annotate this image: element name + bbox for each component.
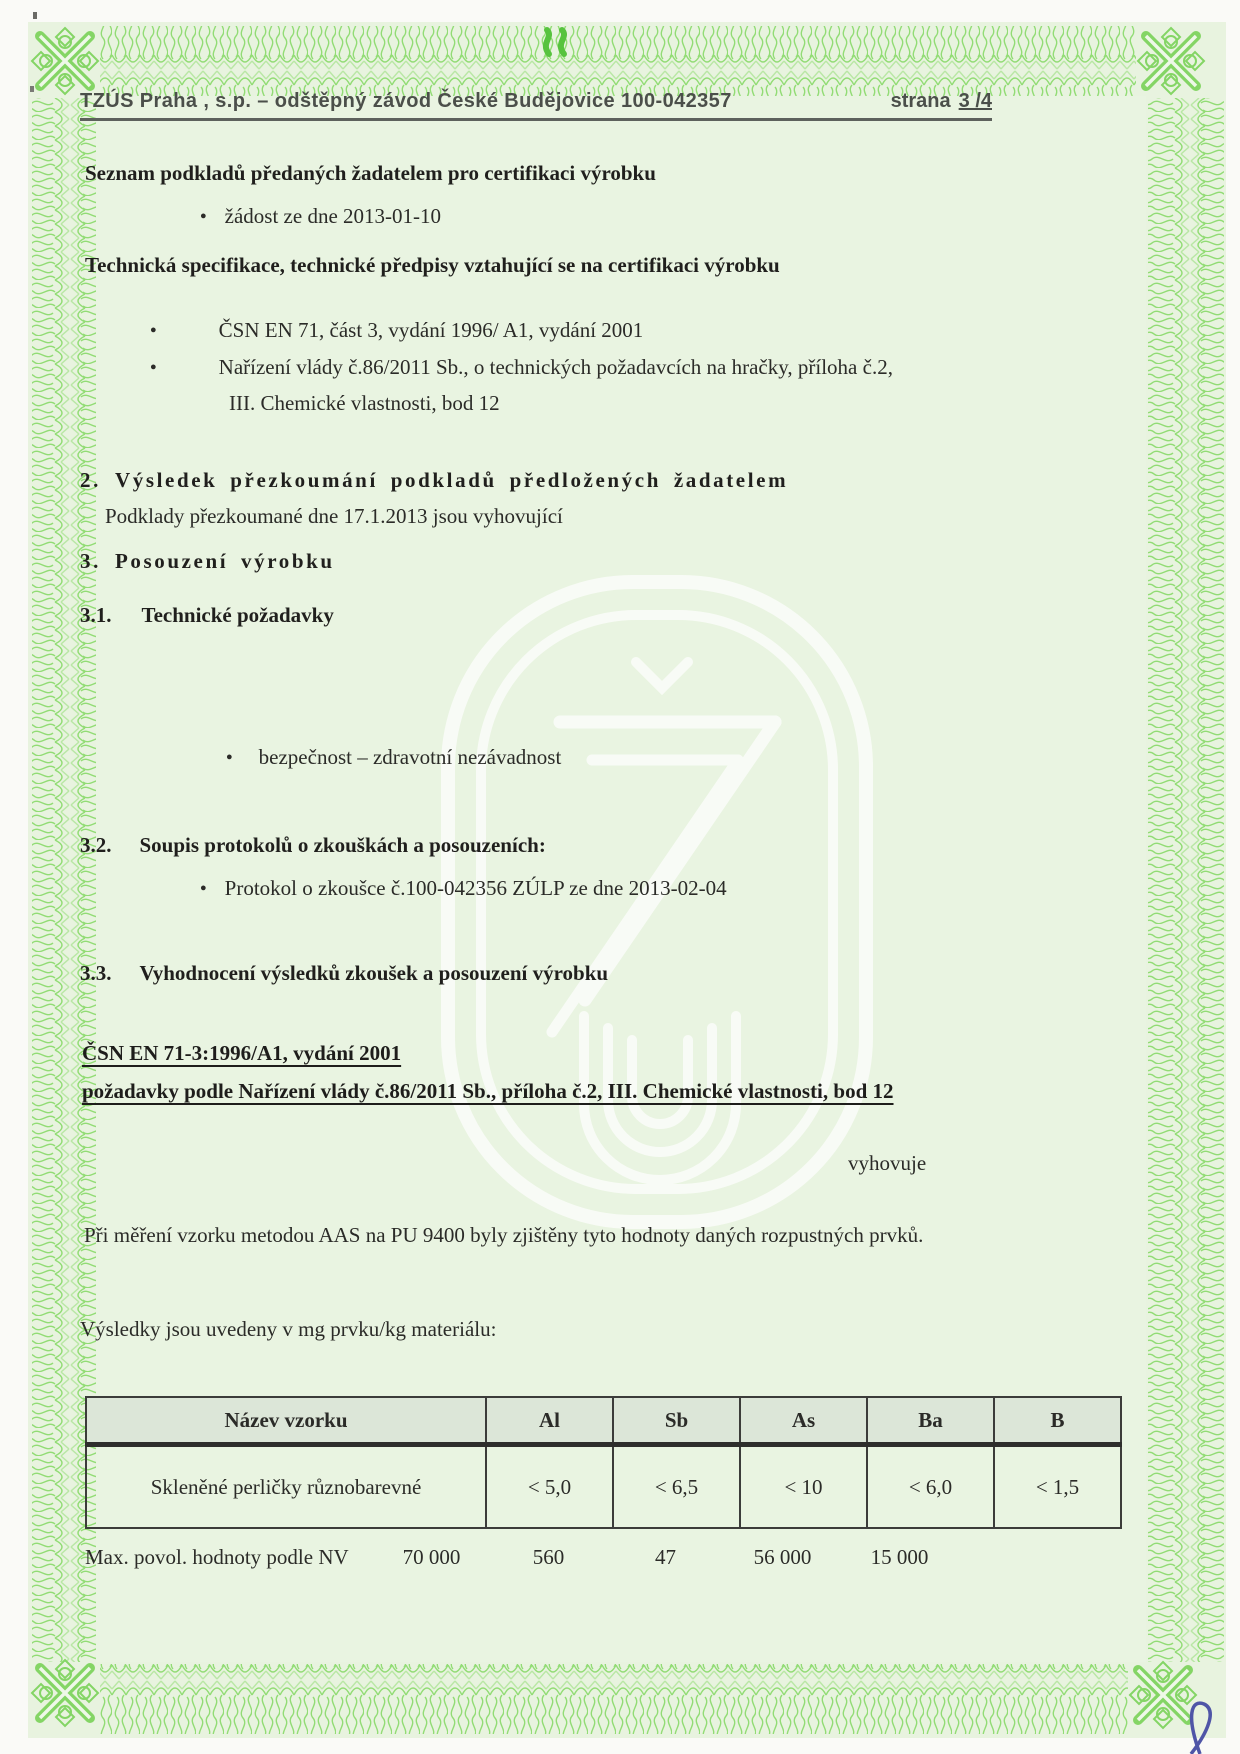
results-table [85,1396,1122,1529]
list-item: ● ČSN EN 71, část 3, vydání 1996/ A1, vydání 2001 [150,318,643,343]
column-header: Název vzorku [86,1397,486,1445]
value-cell: < 6,0 [867,1445,994,1529]
max-value: 70 000 [402,1545,461,1569]
organization-title: TZÚS Praha , s.p. – odštěpný závod České Budějovice 100-042357 [80,90,732,112]
column-header: Ba [867,1397,994,1445]
sample-name-cell: Skleněné perličky různobarevné [86,1445,486,1529]
table-header-row [86,1397,1121,1445]
max-value: 15 000 [870,1545,929,1569]
value-cell: < 10 [740,1445,867,1529]
list-item-continued: III. Chemické vlastnosti, bod 12 [229,391,500,415]
measurement-note: Při měření vzorku metodou AAS na PU 9400 byly zjištěny tyto hodnoty daných rozpustných prvků. [84,1223,924,1247]
table-row [86,1445,1121,1529]
page-header [80,90,992,121]
verdict-text: vyhovuje [848,1151,927,1175]
max-value: 47 [655,1545,676,1569]
norm-reference-1: ČSN EN 71-3:1996/A1, vydání 2001 [82,1041,402,1065]
list-item: ● Nařízení vlády č.86/2011 Sb., o technických požadavcích na hračky, příloha č.2, [150,355,893,380]
value-cell: < 6,5 [613,1445,740,1529]
max-values-label: Max. povol. hodnoty podle NV [85,1545,349,1569]
section-title-tech-spec: Technická specifikace, technické předpisy vztahující se na certifikaci výrobku [85,253,780,277]
page-number: 3 /4 [958,90,992,112]
max-value: 56 000 [753,1545,812,1569]
list-item: ● žádost ze dne 2013-01-10 [200,204,441,229]
column-header: Sb [613,1397,740,1445]
section-heading-2: 2. Výsledek přezkoumání podkladů předložených žadatelem [80,468,789,492]
section-heading-3-3: 3.3. Vyhodnocení výsledků zkoušek a posouzení výrobku [80,961,609,985]
value-cell: < 1,5 [994,1445,1121,1529]
section-heading-3: 3. Posouzení výrobku [80,549,335,573]
units-note: Výsledky jsou uvedeny v mg prvku/kg materiálu: [80,1317,497,1341]
norm-reference-2: požadavky podle Nařízení vlády č.86/2011 Sb., příloha č.2, III. Chemické vlastnosti, bod 12 [82,1079,894,1103]
max-values-row [85,1545,958,1570]
section-title-submitted-docs: Seznam podkladů předaných žadatelem pro certifikaci výrobku [85,161,656,185]
page-indicator: strana 3 /4 [890,90,992,112]
section-2-body: Podklady přezkoumané dne 17.1.2013 jsou vyhovující [105,504,563,528]
value-cell: < 5,0 [486,1445,613,1529]
column-header: B [994,1397,1121,1445]
list-item: ● bezpečnost – zdravotní nezávadnost [226,745,561,770]
section-heading-3-2: 3.2. Soupis protokolů o zkouškách a posouzeních: [80,833,546,857]
column-header: As [740,1397,867,1445]
max-value: 560 [532,1545,565,1569]
list-item: ● Protokol o zkoušce č.100-042356 ZÚLP ze dne 2013-02-04 [200,876,727,901]
column-header: Al [486,1397,613,1445]
section-heading-3-1: 3.1. Technické požadavky [80,603,334,627]
